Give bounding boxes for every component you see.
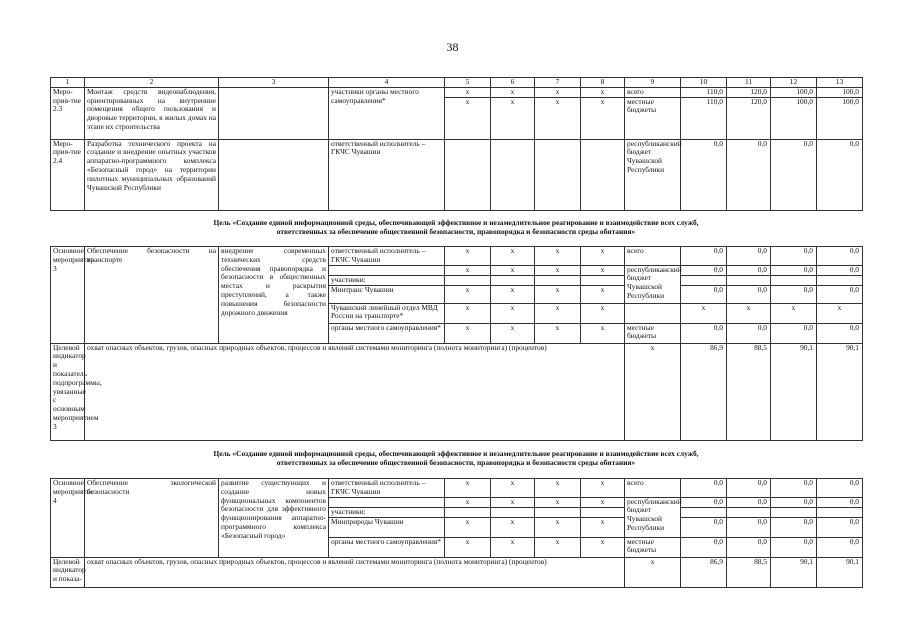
executor-cell: участники: (329, 507, 445, 517)
empty-cell (581, 139, 625, 210)
goal-line: ответственных за обеспечение общественной безопасности, правопорядка и безопасности среды обитания» (276, 227, 636, 236)
value-cell: 0,0 (817, 323, 863, 343)
cell: x (625, 343, 681, 440)
value-cell: 0,0 (727, 479, 771, 498)
cell: x (491, 265, 535, 275)
value-cell: x (771, 303, 817, 323)
executor-cell: ответственный исполнитель – ГКЧС Чувашии (329, 479, 445, 498)
cell: x (581, 517, 625, 537)
value-cell: 0,0 (681, 285, 727, 303)
value-cell: 0,0 (681, 517, 727, 537)
value-cell: 88,5 (727, 557, 771, 587)
empty-cell (219, 87, 329, 139)
cell: x (535, 97, 581, 139)
executor-cell: органы местного самоуправления* (329, 537, 445, 557)
cell: x (535, 497, 581, 507)
indicator-label: Целевой индикатор и показатель подпрограммы, увязанные с основным мероприятием 3 (51, 343, 85, 440)
executor-cell: Минприроды Чувашии (329, 517, 445, 537)
empty-cell (727, 275, 771, 285)
col-header: 1 (51, 78, 85, 88)
cell: x (581, 479, 625, 498)
cell: x (491, 479, 535, 498)
col-header: 6 (491, 78, 535, 88)
cell: x (445, 97, 491, 139)
empty-cell (445, 275, 491, 285)
page-number: 38 (446, 40, 459, 54)
value-cell: x (681, 303, 727, 323)
cell: x (445, 303, 491, 323)
empty-cell (817, 275, 863, 285)
cell: x (491, 87, 535, 97)
value-cell: 0,0 (771, 139, 817, 210)
col-header: 4 (329, 78, 445, 88)
activity-id: Основное мероприятие 4 (51, 479, 85, 558)
col-header: 11 (727, 78, 771, 88)
empty-cell (771, 507, 817, 517)
value-cell: 0,0 (817, 247, 863, 266)
funding-source: республиканский бюджет Чувашской Республики (625, 139, 681, 210)
empty-cell (581, 507, 625, 517)
funding-source: всего (625, 87, 681, 97)
value-cell: 0,0 (771, 285, 817, 303)
value-cell: 0,0 (681, 139, 727, 210)
cell: x (581, 87, 625, 97)
empty-cell (771, 275, 817, 285)
goal-heading (50, 449, 862, 467)
value-cell: 0,0 (681, 247, 727, 266)
empty-cell (535, 275, 581, 285)
cell: x (535, 285, 581, 303)
activity-id: Основное мероприятие 3 (51, 247, 85, 344)
value-cell: 120,0 (727, 87, 771, 97)
value-cell: 0,0 (817, 517, 863, 537)
executor-cell: органы местного самоуправления* (329, 323, 445, 343)
cell: x (445, 87, 491, 97)
cell: x (581, 285, 625, 303)
value-cell: 0,0 (771, 247, 817, 266)
cell: x (445, 517, 491, 537)
value-cell: 0,0 (771, 537, 817, 557)
goal-heading (50, 218, 862, 236)
activity-description: внедрение современных технических средств обеспечения правопорядка и безопасности в общественных местах и раскрытия преступлений, а также повышения безопасности дорожного движения (219, 247, 329, 344)
table-part-1 (50, 77, 862, 211)
activity-title: Разработка технического проекта на создание и внедрение опытных участков аппаратно-программного комплекса «Безопасный город» на территории пилотных муниципальных образований Чувашской Республики (85, 139, 219, 210)
col-header: 7 (535, 78, 581, 88)
value-cell: 90,1 (771, 557, 817, 587)
cell: x (535, 247, 581, 266)
value-cell: 0,0 (727, 537, 771, 557)
col-header: 3 (219, 78, 329, 88)
cell: x (581, 97, 625, 139)
value-cell: 120,0 (727, 97, 771, 139)
empty-cell (445, 139, 491, 210)
executor-cell: участники органы местного самоуправления* (329, 87, 445, 139)
executor-cell: участники: (329, 275, 445, 285)
indicator-text: охват опасных объектов, грузов, опасных природных объектов, процессов и явлений системами мониторинга (полнота мониторинга) (процентов) (85, 557, 625, 587)
cell: x (625, 557, 681, 587)
cell: x (581, 265, 625, 275)
empty-cell (581, 275, 625, 285)
cell: x (535, 87, 581, 97)
indicator-text: охват опасных объектов, грузов, опасных природных объектов, процессов и явлений системами мониторинга (полнота мониторинга) (процентов) (85, 343, 625, 440)
funding-source: республиканский бюджет Чувашской Республики (625, 265, 681, 303)
col-header: 5 (445, 78, 491, 88)
empty-cell (491, 139, 535, 210)
value-cell: 0,0 (817, 479, 863, 498)
cell: x (535, 323, 581, 343)
cell: x (491, 247, 535, 266)
value-cell: 90,1 (771, 343, 817, 440)
funding-source: местные бюджеты (625, 537, 681, 557)
goal-line: Цель «Создание единой информационной среды, обеспечивающей эффективное и незамедлительное реагирование и взаимодействие всех служб, (213, 218, 699, 227)
col-header: 13 (817, 78, 863, 88)
empty-cell (445, 507, 491, 517)
value-cell: 110,0 (681, 87, 727, 97)
value-cell: 0,0 (817, 497, 863, 507)
empty-cell (681, 507, 727, 517)
value-cell: 0,0 (681, 497, 727, 507)
executor-cell (329, 497, 445, 507)
value-cell: 90,1 (817, 343, 863, 440)
table-row (51, 479, 863, 498)
cell: x (445, 479, 491, 498)
table-part-2 (50, 246, 862, 441)
value-cell: 100,0 (817, 87, 863, 97)
activity-id: Меро-прия-тие 2.4 (51, 139, 85, 210)
activity-title: Монтаж средств видеонаблюдения, ориентированных на внутренние помещения общего пользования и дворовые территории, в жилых домах на этапе их строительства (85, 87, 219, 139)
value-cell: x (727, 303, 771, 323)
executor-cell (329, 265, 445, 275)
column-number-row (51, 78, 863, 88)
cell: x (491, 537, 535, 557)
value-cell: 0,0 (727, 247, 771, 266)
cell: x (491, 517, 535, 537)
value-cell: 0,0 (727, 517, 771, 537)
value-cell: 100,0 (771, 87, 817, 97)
value-cell: 0,0 (681, 537, 727, 557)
cell: x (581, 323, 625, 343)
cell: x (491, 303, 535, 323)
indicator-label: Целевой индикатор и показа- (51, 557, 85, 587)
value-cell: 88,5 (727, 343, 771, 440)
cell: x (535, 303, 581, 323)
cell: x (581, 537, 625, 557)
value-cell: 100,0 (771, 97, 817, 139)
value-cell: x (817, 303, 863, 323)
col-header: 9 (625, 78, 681, 88)
col-header: 10 (681, 78, 727, 88)
value-cell: 90,1 (817, 557, 863, 587)
value-cell: 0,0 (817, 537, 863, 557)
empty-cell (491, 507, 535, 517)
value-cell: 0,0 (681, 323, 727, 343)
table-row (51, 87, 863, 97)
executor-cell: Чувашский линейный отдел МВД России на транспорте* (329, 303, 445, 323)
cell: x (445, 247, 491, 266)
indicator-row (51, 557, 863, 587)
col-header: 2 (85, 78, 219, 88)
empty-cell (219, 139, 329, 210)
activity-title: Обеспечение безопасности на транспорте (85, 247, 219, 344)
value-cell: 0,0 (727, 323, 771, 343)
empty-cell (491, 275, 535, 285)
value-cell: 0,0 (727, 285, 771, 303)
cell: x (535, 517, 581, 537)
value-cell: 0,0 (817, 265, 863, 275)
funding-source: местные бюджеты (625, 97, 681, 139)
value-cell: 86,9 (681, 343, 727, 440)
empty-cell (817, 507, 863, 517)
value-cell: 110,0 (681, 97, 727, 139)
value-cell: 0,0 (771, 517, 817, 537)
indicator-row (51, 343, 863, 440)
empty-cell (681, 275, 727, 285)
value-cell: 86,9 (681, 557, 727, 587)
value-cell: 0,0 (727, 265, 771, 275)
col-header: 8 (581, 78, 625, 88)
value-cell: 0,0 (771, 497, 817, 507)
empty-cell (727, 507, 771, 517)
activity-title: Обеспечение экологической безопасности (85, 479, 219, 558)
funding-source: местные бюджеты (625, 323, 681, 343)
value-cell: 0,0 (681, 265, 727, 275)
cell: x (581, 497, 625, 507)
value-cell: 0,0 (727, 139, 771, 210)
cell: x (581, 247, 625, 266)
funding-source: республиканский бюджет Чувашской Республики (625, 497, 681, 537)
cell: x (445, 323, 491, 343)
empty-cell (625, 303, 681, 323)
col-header: 12 (771, 78, 817, 88)
goal-line: Цель «Создание единой информационной среды, обеспечивающей эффективное и незамедлительное реагирование и взаимодействие всех служб, (213, 449, 699, 458)
empty-cell (535, 139, 581, 210)
cell: x (491, 97, 535, 139)
value-cell: 0,0 (817, 285, 863, 303)
value-cell: 0,0 (771, 323, 817, 343)
value-cell: 100,0 (817, 97, 863, 139)
cell: x (535, 265, 581, 275)
cell: x (491, 497, 535, 507)
cell: x (445, 537, 491, 557)
activity-id: Меро-прия-тие 2.3 (51, 87, 85, 139)
cell: x (535, 537, 581, 557)
cell: x (491, 285, 535, 303)
cell: x (445, 497, 491, 507)
value-cell: 0,0 (681, 479, 727, 498)
executor-cell: ответственный исполнитель – ГКЧС Чувашии (329, 247, 445, 266)
goal-line: ответственных за обеспечение общественной безопасности, правопорядка и безопасности среды обитания» (276, 458, 636, 467)
table-row (51, 139, 863, 210)
cell: x (445, 285, 491, 303)
cell: x (491, 323, 535, 343)
cell: x (445, 265, 491, 275)
activity-description: развитие существующих и создание новых функциональных компонентов безопасности для эффективного функционирования аппаратно-программного комплекса «Безопасный город» (219, 479, 329, 558)
table-row (51, 247, 863, 266)
cell: x (581, 303, 625, 323)
funding-source: всего (625, 247, 681, 266)
value-cell: 0,0 (817, 139, 863, 210)
executor-cell: ответственный исполнитель – ГКЧС Чувашии (329, 139, 445, 210)
table-part-3 (50, 478, 862, 588)
value-cell: 0,0 (727, 497, 771, 507)
cell: x (535, 479, 581, 498)
value-cell: 0,0 (771, 265, 817, 275)
executor-cell: Минтранс Чувашии (329, 285, 445, 303)
empty-cell (535, 507, 581, 517)
funding-source: всего (625, 479, 681, 498)
value-cell: 0,0 (771, 479, 817, 498)
